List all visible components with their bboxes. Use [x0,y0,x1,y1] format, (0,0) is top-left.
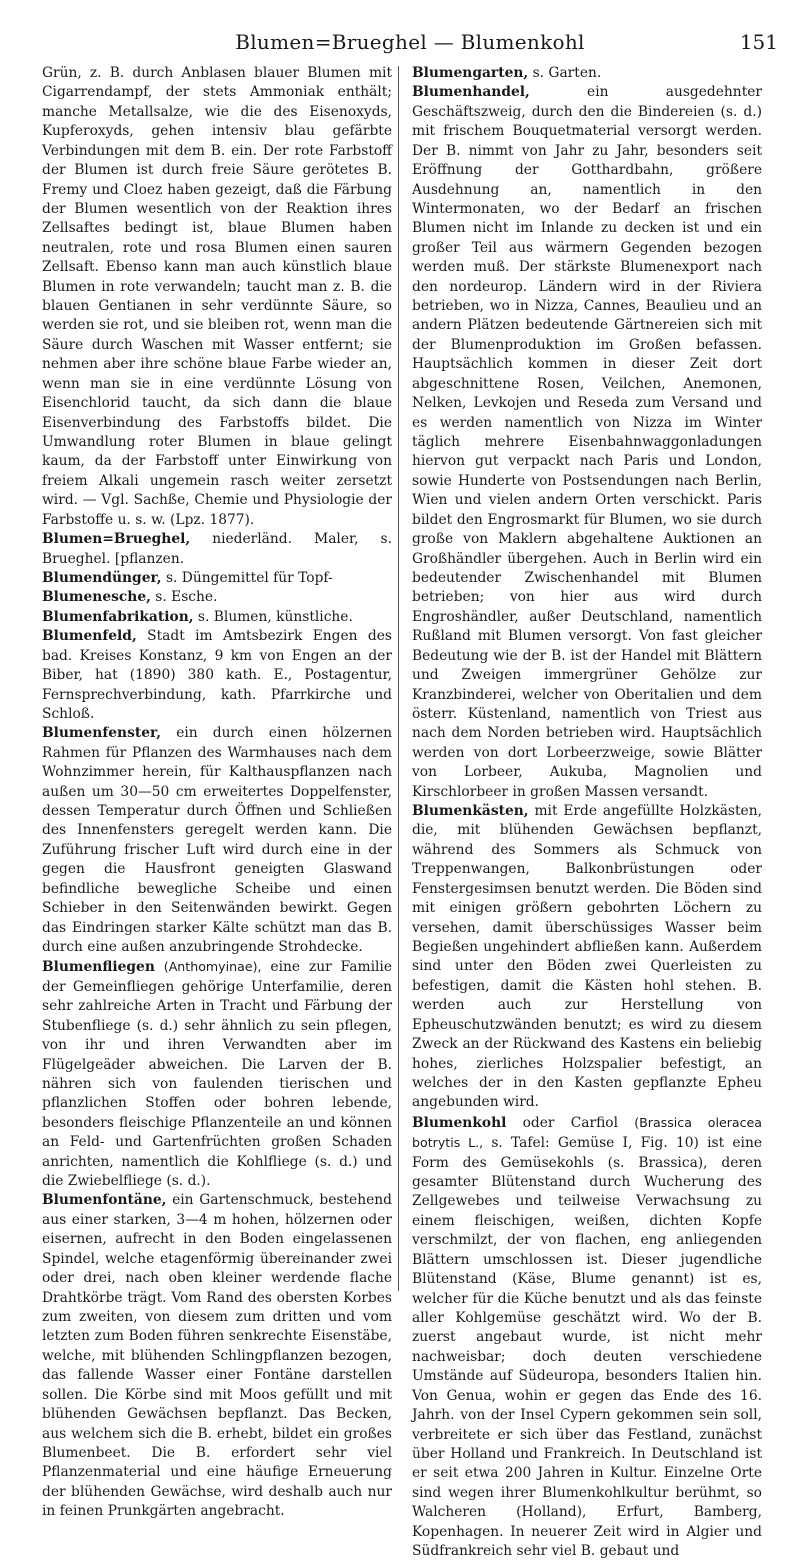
entry-latin-name: (Anthomyinae), [163,959,262,975]
entry-blumen-brueghel [42,530,392,569]
entry-blumenfabrikation [42,608,392,627]
entry-latin-name: (Brassica oleracea botrytis L., [412,1114,763,1151]
entry-headword: Blumenfliegen [42,959,155,976]
entry-continuation [42,64,392,530]
entry-text: Stadt im Amtsbezirk Engen des bad. Kreises Konstanz, 9 km von Engen an der Biber, hat (1890) 380 kath. E., Postagentur, Fernsprechverbindung, kath. Pfarrkirche und Schloß. [42,628,392,722]
entry-text: s. Garten. [532,65,602,81]
entry-text: s. Blumen, künstliche. [197,608,353,625]
entry-text: ein durch einen hölzernen Rahmen für Pflanzen des Warmhauses nach dem Wohnzimmer herein, für Kalthauspflanzen nach außen um 30—50 cm erweitertes Doppelfenster, dessen Temperatur durch Öffnen und Schließen des Innenfensters geregelt werden kann. Die Zuführung frischer Luft wird durch eine in der gegen die Hausfront geneigten Glaswand befindliche bewegliche Scheibe und einen Schieber in den Seitenwänden bewirkt. Gegen das Eindringen starker Kälte schützt man das B. durch eine außen anzubringende Strohdecke. [42,725,392,955]
entry-blumenkaesten [412,802,762,1113]
entry-headword: Blumenkästen, [412,803,529,820]
entry-blumenhandel [412,83,762,802]
entry-blumenduenger [42,569,392,588]
entry-headword: Blumenesche, [42,589,151,606]
entry-text: ein ausgedehnter Geschäftszweig, durch den die Bindereien (s. d.) mit frischem Bouquetmaterial versorgt werden. Der B. nimmt von Jahr zu Jahr, besonders seit Eröffnung der Gotthardbahn, größere Ausdehnung an, namentlich in den Wintermonaten, wo der Bedarf an frischen Blumen nicht im Inlande zu decken ist und ein großer Teil aus wärmern Gegenden bezogen werden muß. Der stärkste Blumenexport nach den nordeurop. Ländern wird in der Riviera betrieben, wo in Nizza, Cannes, Beaulieu und an andern Plätzen bedeutende Gärtnereien sich mit der Blumenproduktion im Großen befassen. Hauptsächlich kommen in dieser Zeit dort abgeschnittene Rosen, Veilchen, Anemonen, Nelken, Levkojen und Reseda zum Versand und es werden namentlich von Nizza im Winter täglich mehrere Eisenbahnwaggonladungen hiervon gut verpackt nach Paris und London, sowie Hunderte von Postsendungen nach Berlin, Wien und vielen andern Orten verschickt. Paris bildet den Engrosmarkt für Blumen, wo sie durch große von Maklern abgehaltene Auktionen an Großhändler übergehen. Auch in Berlin wird ein bedeutender Zwischenhandel mit Blumen betrieben; von hier aus wird durch Engroshändler, außer Deutschland, namentlich Rußland mit Blumen versorgt. Von fast gleicher Bedeutung wie der B. ist der Handel mit Blättern und Zweigen immergrüner Gehölze zur Kranzbinderei, welcher von Oberitalien und dem österr. Küstenland, namentlich von Triest aus nach dem Norden betrieben wird. Hauptsächlich werden von dort Lorbeerzweige, sowie Blätter von Lorbeer, Aukuba, Magnolien und Kirschlorbeer in großen Massen versandt. [412,84,762,800]
entry-blumenesche [42,588,392,607]
entry-blumenfenster [42,724,392,957]
entry-headword: Blumenfeld, [42,628,137,645]
running-head: Blumen=Brueghel — Blumenkohl [235,30,585,54]
entry-headword: Blumen=Brueghel, [42,531,191,548]
page-header [40,26,780,56]
entry-text: Grün, z. B. durch Anblasen blauer Blumen mit Cigarrendampf, der stets Ammoniak enthält; manche Metallsalze, wie die des Eisenoxyds, Kupferoxyds, gehen intensiv blau gefärbte Verbindungen mit dem B. ein. Der rote Farbstoff der Blumen ist durch freie Säure gerötetes B. Fremy und Cloez haben gezeigt, daß die Färbung der Blumen wesentlich von der Reaktion ihres Zellsaftes bedingt ist, blaue Blumen haben neutralen, rote und rosa Blumen einen sauren Zellsaft. Ebenso kann man auch künstlich blaue Blumen in rote verwandeln; taucht man z. B. die blauen Gentianen in sehr verdünnte Säure, so werden sie rot, und sie bleiben rot, wenn man die Säure durch Waschen mit Wasser entfernt; sie nehmen aber ihre schöne blaue Farbe wieder an, wenn man sie in eine verdünnte Lösung von Eisenchlorid taucht, da sich dann die blaue Eisenverbindung des Farbstoffs bildet. Die Umwandlung roter Blumen in blaue gelingt kaum, da der Farbstoff unter Einwirkung von freiem Alkali ungemein rasch weiter zersetzt wird. — Vgl. Sachße, Chemie und Physiologie der Farbstoffe u. s. w. (Lpz. 1877). [42,65,392,528]
page-number: 151 [739,30,778,54]
entry-text: niederländ. Maler, s. Brueghel. [pflanzen. [42,531,392,567]
entry-headword: Blumenfontäne, [42,1192,167,1209]
entry-blumenfontaene [42,1191,392,1521]
entry-headword: Blumenfabrikation, [42,608,194,625]
entry-blumenkohl [412,1113,762,1561]
column-divider [398,66,399,1291]
entry-text: ein Gartenschmuck, bestehend aus einer starken, 3—4 m hohen, hölzernen oder eisernen, aufrecht in den Boden eingelassenen Spindel, welche etagenförmig übereinander zwei oder drei, nach oben kleiner werdende flache Drahtkörbe trägt. Vom Rand des obersten Korbes zum zweiten, von diesem zum dritten und vom letzten zum Boden führen senkrechte Eisenstäbe, welche, mit blühenden Schlingpflanzen bezogen, das fallende Wasser einer Fontäne darstellen sollen. Die Körbe sind mit Moos gefüllt und mit blühenden Gewächsen bepflanzt. Das Becken, aus welchem sich die B. erhebt, bildet ein großes Blumenbeet. Die B. erfordert sehr viel Pflanzenmaterial und eine häufige Erneuerung der blühenden Gewächse, wird deshalb auch nur in feinen Prunkgärten angebracht. [42,1192,392,1520]
right-column [412,64,762,1561]
entry-blumenfeld [42,627,392,724]
entry-blumenfliegen [42,957,392,1191]
entry-headword: Blumenkohl [412,1114,507,1131]
entry-text: s. Düngemittel für Topf- [165,569,333,586]
entry-headword: Blumendünger, [42,569,162,586]
entry-text: mit Erde angefüllte Holzkästen, die, mit blühenden Gewächsen bepflanzt, während des Sommers als Schmuck von Treppenwangen, Balkonbrüstungen oder Fenstergesimsen benutzt werden. Die Böden sind mit einigen größern gebohrten Löchern zu versehen, damit überschüssiges Wasser beim Begießen ungehindert abfließen kann. Außerdem sind unter den Böden zwei Querleisten zu befestigen, damit die Kästen hohl stehen. B. werden auch zur Herstellung von Epheuschutzwänden benutzt; es wird zu diesem Zweck an der Rückwand des Kastens ein beliebig hohes, zierliches Holzspalier befestigt, an welches der in den Kasten gepflanzte Epheu angebunden wird. [412,803,762,1111]
entry-text-pre: oder Carfiol [522,1114,619,1131]
entry-blumengarten [412,64,762,83]
entry-headword: Blumenhandel, [412,84,530,101]
entry-text: s. Tafel: Gemüse I, Fig. 10) ist eine Form des Gemüsekohls (s. Brassica), deren gesamter Blütenstand durch Wucherung des Zellgewebes und teilweise Verwachsung zu einem fleischigen, weißen, dichten Kopfe verschmilzt, der von flachen, eng anliegenden Blättern umschlossen ist. Dieser jugendliche Blütenstand (Käse, Blume genannt) ist es, welcher für die Küche benutzt und als das feinste aller Kohlgemüse geschätzt wird. Wo der B. zuerst angebaut wurde, ist nicht mehr nachweisbar; doch deuten verschiedene Umstände auf Südeuropa, besonders Italien hin. Von Genua, wohin er gegen das Ende des 16. Jahrh. von der Insel Cypern gekommen sein soll, verbreitete er sich über das Festland, zunächst über Holland und Frankreich. In Deutschland ist er seit etwa 200 Jahren in Kultur. Einzelne Orte sind wegen ihrer Blumenkohlkultur berühmt, so Walcheren (Holland), Erfurt, Bamberg, Kopenhagen. In neuerer Zeit wird in Algier und Südfrankreich sehr viel B. gebaut und [412,1135,763,1560]
left-column [42,64,392,1522]
entry-text: s. Esche. [155,589,218,606]
entry-text: eine zur Familie der Gemeinfliegen gehörige Unterfamilie, deren sehr zahlreiche Arten in Tracht und Färbung der Stubenfliege (s. d.) sehr ähnlich zu sein pflegen, von ihr und ihren Verwandten aber im Flügelgeäder abweichen. Die Larven der B. nähren sich von faulenden tierischen und pflanzlichen Stoffen oder bohren lebende, besonders fleischige Pflanzenteile an und können an Feld- und Gartenfrüchten großen Schaden anrichten, namentlich die Kohlfliege (s. d.) und die Zwiebelfliege (s. d.). [42,959,392,1190]
entry-headword: Blumenfenster, [42,725,162,742]
entry-headword: Blumengarten, [412,65,529,81]
